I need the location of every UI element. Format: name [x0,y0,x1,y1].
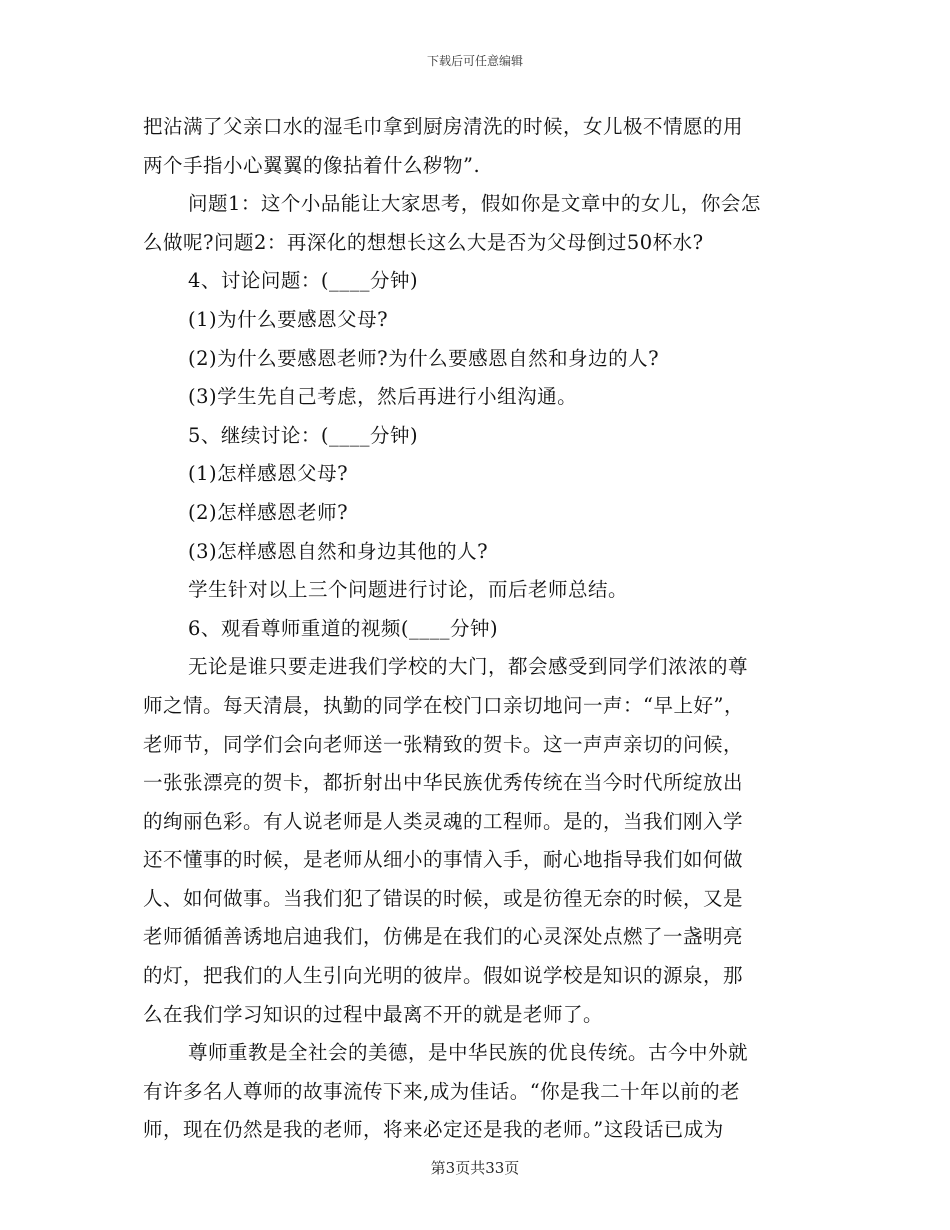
text-line: (3)学生先自己考虑，然后再进行小组沟通。 [188,385,578,409]
text-line: (3)怎样感恩自然和身边其他的人? [188,539,489,563]
text-line: 还不懂事的时候，是老师从细小的事情入手，耐心地指导我们如何做 [143,848,744,872]
text-line: 问题1：这个小品能让大家思考，假如你是文章中的女儿，你会怎 [188,192,761,216]
text-line: 老师节，同学们会向老师送一张精致的贺卡。这一声声亲切的问候， [143,732,744,756]
text-line: 老师循循善诱地启迪我们，仿佛是在我们的心灵深处点燃了一盏明亮 [143,925,744,949]
text-line: 学生针对以上三个问题进行讨论，而后老师总结。 [188,578,629,602]
text-line: 两个手指小心翼翼的像拈着什么秽物”. [143,153,481,177]
text-line: (2)怎样感恩老师? [188,500,349,524]
text-line: (1)怎样感恩父母? [188,462,349,486]
text-line: 人、如何做事。当我们犯了错误的时候，或是彷徨无奈的时候，又是 [143,886,744,910]
text-line: 师，现在仍然是我的老师，将来必定还是我的老师。”这段话已成为 [143,1118,724,1142]
document-body [143,108,813,1150]
page-footer: 第3页共33页 [430,1159,520,1177]
text-line: 4、讨论问题：(____分钟) [188,269,419,293]
text-line: 师之情。每天清晨，执勤的同学在校门口亲切地问一声：“早上好”， [143,693,744,717]
text-line: 的灯，把我们的人生引向光明的彼岸。假如说学校是知识的源泉，那 [143,964,744,988]
text-line: 6、观看尊师重道的视频(____分钟) [188,616,499,640]
text-line: 把沾满了父亲口水的湿毛巾拿到厨房清洗的时候，女儿极不情愿的用 [143,115,744,138]
page-header: 下载后可任意编辑 [426,54,523,68]
text-line: 5、继续讨论：(____分钟) [188,423,419,447]
text-line: 的绚丽色彩。有人说老师是人类灵魂的工程师。是的，当我们刚入学 [143,809,744,833]
text-line: 有许多名人尊师的故事流传下来,成为佳话。“你是我二十年以前的老 [143,1079,741,1103]
text-line: 么在我们学习知识的过程中最离不开的就是老师了。 [143,1002,604,1026]
text-line: 么做呢?问题2：再深化的想想长这么大是否为父母倒过50杯水? [143,230,704,254]
text-line: (2)为什么要感恩老师?为什么要感恩自然和身边的人? [188,346,660,370]
text-line: (1)为什么要感恩父母? [188,307,389,331]
text-line: 无论是谁只要走进我们学校的大门，都会感受到同学们浓浓的尊 [188,655,749,679]
text-line: 一张张漂亮的贺卡，都折射出中华民族优秀传统在当今时代所绽放出 [143,771,744,795]
text-line: 尊师重教是全社会的美德，是中华民族的优良传统。古今中外就 [188,1041,749,1065]
